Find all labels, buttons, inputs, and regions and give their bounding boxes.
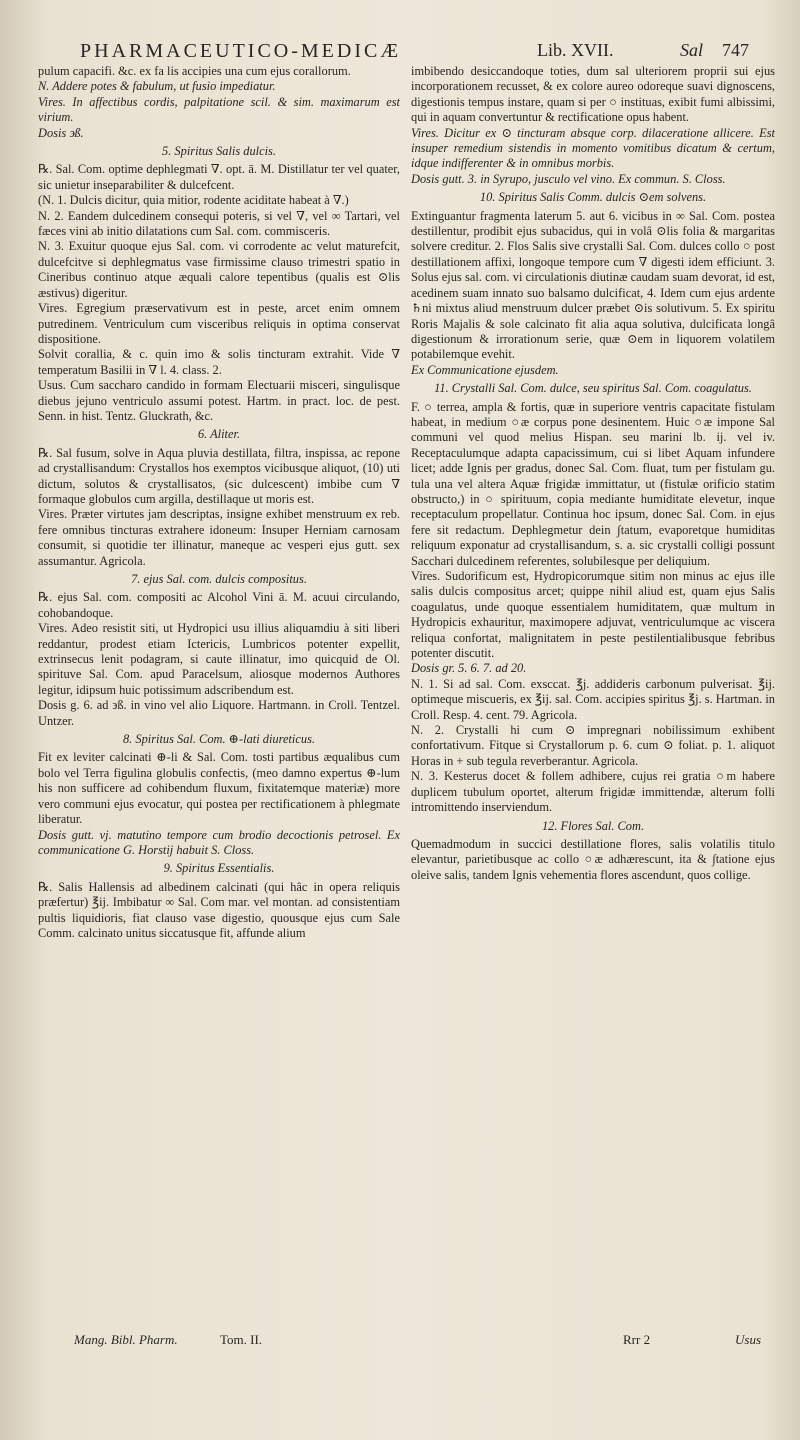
paragraph: ℞. Sal. Com. optime dephlegmati ∇. opt. ā. M. Distillatur ter vel quater, sic unietur inseparabiliter & dulcefcent. (38, 162, 400, 192)
paragraph: (N. 1. Dulcis dicitur, quia mitior, rodente aciditate habeat à ∇.) (38, 193, 349, 208)
page-header (0, 40, 800, 66)
paragraph: N. 2. Eandem dulcedinem consequi poteris, si vel ∇, vel ∞ Tartari, vel fæces vini ab initio dilatations cum Sal. com. commisceris. (38, 208, 400, 239)
paragraph: ℞. Sal fusum, solve in Aqua pluvia destillata, filtra, inspissa, ac repone ad crystallisandum: Crystallos hos exemptos vicibusque aliquot, (10) uti dictum, solutos & crystallisatos, (sic dulcescent) imbibe cum ∇ formaque globulos cum argilla, destillaque ut moris est. (38, 445, 400, 506)
paragraph: Vires. Dicitur ex ⊙ tincturam absque corp. dilaceratione allicere. Est insuper remedium sistendis in momento vomitibus dicatum & certum, idque indifferenter & in omnibus morbis. (411, 125, 775, 171)
paragraph: Vires. Adeo resistit siti, ut Hydropici usu illius aliquamdiu à siti liberi reddantur, prodest etiam Ictericis, Lumbricos potenter expellit, extrinsecus lenit podagram, si caute illinatur, imo quicquid de Ol. spirituve Sal. Com. apud Paracelsum, aliosque modernos Authores legitur, idipsum huic potissimum adscribendum est. (38, 621, 400, 697)
right-column (411, 64, 775, 883)
paragraph: Usus. Cum saccharo candido in formam Electuarii misceri, singulisque diebus jejuno ventriculo assumi potest. Hartm. in pract. loc. de pest. Senn. in hist. Tentz. Gluckrath, &c. (38, 378, 400, 423)
section-heading: 7. ejus Sal. com. dulcis compositus. (131, 572, 307, 586)
section-heading: 9. Spiritus Essentialis. (163, 861, 275, 876)
running-head: PHARMACEUTICO-MEDICÆ (80, 40, 402, 62)
section-heading: 6. Aliter. (197, 427, 241, 442)
section-heading: 10. Spiritus Salis Comm. dulcis ⊙em solvens. (479, 190, 707, 205)
section-heading: 11. Crystalli Sal. Com. dulce, seu spiritus Sal. Com. coagulatus. (434, 381, 752, 396)
paragraph: pulum capacifi. &c. ex fa lis accipies una cum ejus corallorum. (38, 64, 351, 78)
paragraph: ℞. Salis Hallensis ad albedinem calcinati (qui hâc in opera reliquis præfertur) ℥ij. Imbibatur ∞ Sal. Com mar. vel montan. ad consistentiam pultis liquidioris, fiat clauso vase digestio, quousque ejus cum Sale Comm. calcinato unitus siccatusque fit, affunde alium (38, 879, 400, 940)
paragraph: Vires. Egregium præservativum est in peste, arcet enim omnem putredinem. Ventriculum cum visceribus reliquis in optima conservat dispositione. (38, 301, 400, 346)
book-number: Lib. XVII. (537, 40, 614, 60)
paragraph: Dosis g. 6. ad ϶ß. in vino vel alio Liquore. Hartmann. in Croll. Tentzel. Untzer. (38, 698, 400, 728)
paragraph: Dosis ϶ß. (38, 125, 84, 140)
page-number: 747 (722, 40, 749, 60)
section-heading: 12. Flores Sal. Com. (541, 818, 645, 833)
paragraph: N. Addere potes & fabulum, ut fusio impediatur. (38, 79, 276, 94)
paragraph: Extinguantur fragmenta laterum 5. aut 6. vicibus in ∞ Sal. Com. postea destillentur, prodibit ejus subacidus, qui in volâ ⊙lis folia & margaritas solvere creditur. 2. Flos Salis sive crystalli Sal. Com. dulces collo ○ post destillationem affixi, longoque tempore cum ∇ digesti idem efficiunt. 3. Solus ejus sal. com. vi circulationis diutinæ caudam suam devorat, id est, acedinem suam innato suo balsamo dulcificat, 4. Idem cum ejus ardente ♄ni mixtus aliud menstruum dulcer præbet ⊙is solutivum. 5. Ex spiritu Roris Majalis & sole calcinato fit alia aqua solutiva, dulcificata longâ digestionum & irrorationum serie, quæ ⊙em in liquorem volatilem potabilemque evehit. (411, 208, 775, 362)
footer-signature: Mang. Bibl. Pharm. (74, 1332, 178, 1347)
paragraph: N. 2. Crystalli hi cum ⊙ impregnari nobilissimum exhibent confortativum. Fitque si Crystallorum p. 6. cum ⊙ foliat. p. 1. aliquot Horas in + sub tegula reverberantur. Agricola. (411, 723, 775, 768)
paragraph: N. 1. Si ad sal. Com. exsccat. ℥j. addideris carbonum pulverisat. ℥ij. optimeque miscueris, ex ℥ij. sal. Com. accipies spiritus ℥j. s. Hartman. in Croll. Resp. 4. cent. 79. Agricola. (411, 676, 775, 722)
section-heading: 5. Spiritus Salis dulcis. (162, 144, 276, 159)
blank-margin (0, 1370, 800, 1440)
paragraph: F. ○ terrea, ampla & fortis, quæ in superiore ventris capacitate fistulam habeat, in medium ○æ corpus pone desinentem. Huic ○æ impone Sal communi vel quod melius Hispan. seu marini lb. ij. vel iv. Receptaculumque adapta capacissimum, cui si libet Aquam infundere licet; adde Ignis per gradus, donec Sal. Com. fluat, tum per fistulam gu. tula una vel altera Aquæ frigidæ immittatur, ut (fistulæ orificio statim obstructo,) in ○ spirituum, copia mediante humiditate elevetur, inque receptaculum propellatur. Continua hoc ipsum, donec Sal. Com. in ejus fere sit redactum. Dephlegmetur dein ∫tatum, evaporetque humiditas reliquum exponatur ad crystallisandum, s. a. sic crystalli colligi possunt Sacchari dulcedinem referentes, solubilesque per deliquium. (411, 399, 775, 568)
paragraph: Ex Communicatione ejusdem. (411, 362, 559, 377)
left-column (38, 64, 400, 941)
paragraph: Quemadmodum in succici destillatione flores, salis volatilis titulo elevantur, parietibusque ac collo ○æ adhærescunt, ita & ∫tatione ejus oleive salis, tandem Ignis vehementia flores ascendunt, quos collige. (411, 836, 775, 882)
paragraph: N. 3. Exuitur quoque ejus Sal. com. vi corrodente ac velut maturefcit, dulcefcitve si dephlegmatus vase firmissime clauso trimestri spatio in Cineribus continuo atque æquali calore tepentibus (qualis est ⊙lis æstivus) digeritur. (38, 239, 400, 300)
page-footer (0, 1332, 800, 1352)
sheet-signature: Rrr 2 (623, 1332, 651, 1347)
paragraph: Dosis gutt. vj. matutino tempore cum brodio decoctionis petrosel. Ex communicatione G. Horstij habuit S. Closs. (38, 827, 400, 857)
paragraph: Vires. In affectibus cordis, palpitatione scil. & sim. maximarum est virium. (38, 94, 400, 125)
section-label: Sal (680, 40, 704, 60)
paragraph: Dosis gutt. 3. in Syrupo, jusculo vel vino. Ex commun. S. Closs. (411, 171, 726, 186)
paragraph: N. 3. Kesterus docet & follem adhibere, cujus rei gratia ○m habere duplicem tubulum oportet, alterum frigidæ immittendæ, alterum folli intromittendo inserviendum. (411, 769, 775, 815)
paragraph: Vires. Sudorificum est, Hydropicorumque sitim non minus ac ejus ille salis dulcis compositus arcet; quippe nihil aliud est, quam ejus Salis coagulatus, unde quoque essentialem humiditatem, quæ multum in Hydropicis exhauritur, maximopere adjuvat, ventriculumque ac viscera reliqua confortat, malignitatem in peste pestilentialibusque febribus potenter discutit. (411, 569, 775, 661)
paragraph: Fit ex leviter calcinati ⊕-li & Sal. Com. tosti partibus æqualibus cum bolo vel Terra figulina globulis confectis, (meo damno expertus ⊕-lum his non sufficere ad cohibendum fluxum, fixitatemque materiæ) more vero communi ejus evocatur, qui postea per rectificationem à phlegmate liberatur. (38, 750, 400, 827)
section-heading: 8. Spiritus Sal. Com. ⊕-lati diureticus. (122, 732, 315, 747)
catchword: Usus (735, 1332, 762, 1347)
paragraph: Solvit corallia, & c. quin imo & solis tincturam extrahit. Vide ∇ temperatum Basilii in ∇ l. 4. class. 2. (38, 347, 400, 377)
paragraph: Vires. Præter virtutes jam descriptas, insigne exhibet menstruum ex reb. fere omnibus tincturas extrahere idoneum: Insuper Herniam carnosam consumit, si quotidie ter illinatur, maneque ac vesperi ejus gutt. sex assumantur. Agricola. (38, 507, 400, 568)
footer-tome: Tom. II. (220, 1332, 263, 1347)
paragraph: imbibendo desiccandoque toties, dum sal ulteriorem proprii sui ejus incorporationem recusset, & ex colore aureo odoreque suavi dignoscens, digestionis tempus instare, quam si per ○ instituas, exibit fumi albissimi, qui in aquam convertuntur & rectificatione opus habent. (411, 64, 775, 125)
paragraph: ℞. ejus Sal. com. compositi ac Alcohol Vini ā. M. acuui circulando, cohobandoque. (38, 590, 400, 620)
paragraph: Dosis gr. 5. 6. 7. ad 20. (411, 661, 527, 676)
